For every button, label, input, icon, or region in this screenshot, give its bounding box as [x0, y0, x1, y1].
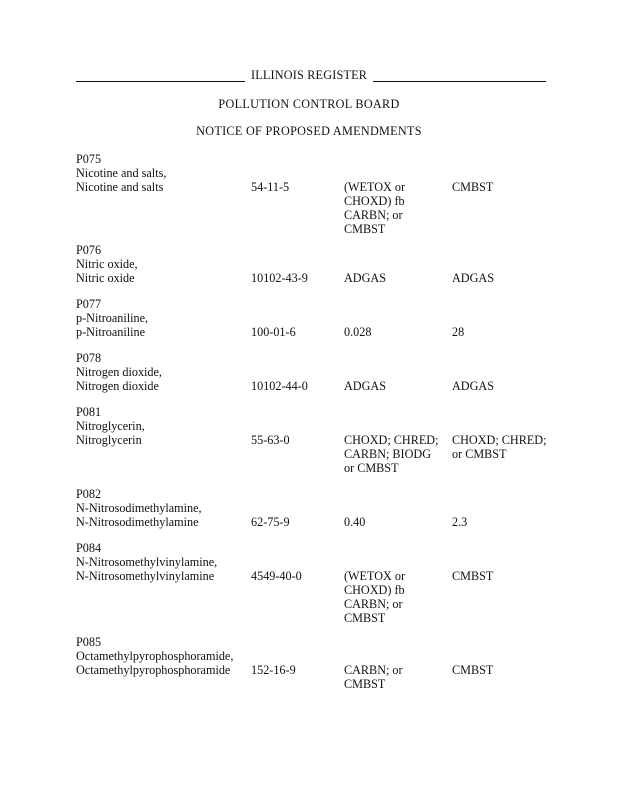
- wastewater-standard-line: CARBN; or: [344, 208, 403, 222]
- nonwastewater-standard-line: CMBST: [452, 569, 494, 583]
- waste-group-name: Nitrogen dioxide,: [76, 365, 162, 379]
- nonwastewater-standard: [452, 325, 562, 339]
- wastewater-standard-line: CMBST: [344, 677, 386, 691]
- waste-entry: [76, 243, 556, 285]
- wastewater-standard-line: (WETOX or: [344, 180, 406, 194]
- cas-number: 10102-44-0: [251, 379, 308, 393]
- cas-number: 100-01-6: [251, 325, 296, 339]
- wastewater-standard-line: (WETOX or: [344, 569, 406, 583]
- waste-code: P077: [76, 297, 102, 311]
- wastewater-standard: [344, 379, 444, 393]
- waste-code: P075: [76, 152, 102, 166]
- wastewater-standard-line: ADGAS: [344, 271, 386, 285]
- nonwastewater-standard-line: CMBST: [452, 663, 494, 677]
- register-title: ILLINOIS REGISTER: [245, 68, 373, 82]
- constituent-name: N-Nitrosomethylvinylamine: [76, 569, 215, 583]
- waste-group-name: Nicotine and salts,: [76, 166, 167, 180]
- constituent-name: N-Nitrosodimethylamine: [76, 515, 199, 529]
- wastewater-standard: [344, 569, 444, 625]
- nonwastewater-standard-line: 2.3: [452, 515, 468, 529]
- wastewater-standard-line: CHOXD) fb: [344, 583, 405, 597]
- waste-code: P078: [76, 351, 102, 365]
- notice-title: NOTICE OF PROPOSED AMENDMENTS: [196, 124, 422, 138]
- nonwastewater-standard: [452, 271, 562, 285]
- waste-entry: [76, 297, 556, 339]
- constituent-name: Nitric oxide: [76, 271, 135, 285]
- nonwastewater-standard-line: CHOXD; CHRED;: [452, 433, 547, 447]
- nonwastewater-standard: [452, 515, 562, 529]
- cas-number: 62-75-9: [251, 515, 290, 529]
- cas-number: 152-16-9: [251, 663, 296, 677]
- wastewater-standard: [344, 325, 444, 339]
- nonwastewater-standard-line: ADGAS: [452, 271, 494, 285]
- cas-number: 10102-43-9: [251, 271, 308, 285]
- wastewater-standard-line: CMBST: [344, 222, 386, 236]
- nonwastewater-standard-line: ADGAS: [452, 379, 494, 393]
- register-header: [0, 68, 618, 82]
- cas-number: 55-63-0: [251, 433, 290, 447]
- waste-entry: [76, 635, 556, 691]
- wastewater-standard-line: CHOXD) fb: [344, 194, 405, 208]
- nonwastewater-standard: [452, 379, 562, 393]
- waste-group-name: p-Nitroaniline,: [76, 311, 149, 325]
- nonwastewater-standard-line: 28: [452, 325, 465, 339]
- waste-entry: [76, 541, 556, 625]
- wastewater-standard: [344, 180, 444, 236]
- waste-entry: [76, 152, 556, 236]
- waste-group-name: N-Nitrosomethylvinylamine,: [76, 555, 218, 569]
- constituent-name: Nitroglycerin: [76, 433, 142, 447]
- waste-code: P082: [76, 487, 102, 501]
- cas-number: 54-11-5: [251, 180, 290, 194]
- waste-group-name: Nitric oxide,: [76, 257, 138, 271]
- waste-code: P081: [76, 405, 102, 419]
- constituent-name: Nitrogen dioxide: [76, 379, 159, 393]
- wastewater-standard: [344, 271, 444, 285]
- nonwastewater-standard: [452, 663, 562, 677]
- waste-group-name: N-Nitrosodimethylamine,: [76, 501, 202, 515]
- waste-entry: [76, 487, 556, 529]
- wastewater-standard: [344, 663, 444, 691]
- wastewater-standard-line: CARBN; or: [344, 597, 403, 611]
- wastewater-standard: [344, 433, 444, 475]
- waste-group-name: Nitroglycerin,: [76, 419, 145, 433]
- wastewater-standard-line: 0.028: [344, 325, 372, 339]
- wastewater-standard-line: or CMBST: [344, 461, 399, 475]
- nonwastewater-standard-line: or CMBST: [452, 447, 507, 461]
- board-title: POLLUTION CONTROL BOARD: [218, 97, 400, 111]
- wastewater-standard: [344, 515, 444, 529]
- nonwastewater-standard: [452, 569, 562, 583]
- wastewater-standard-line: 0.40: [344, 515, 366, 529]
- cas-number: 4549-40-0: [251, 569, 302, 583]
- nonwastewater-standard: [452, 433, 562, 461]
- constituent-name: Octamethylpyrophosphoramide: [76, 663, 231, 677]
- wastewater-standard-line: CHOXD; CHRED;: [344, 433, 439, 447]
- wastewater-standard-line: CARBN; BIODG: [344, 447, 432, 461]
- wastewater-standard-line: ADGAS: [344, 379, 386, 393]
- waste-group-name: Octamethylpyrophosphoramide,: [76, 649, 234, 663]
- waste-entry: [76, 405, 556, 475]
- constituent-name: Nicotine and salts: [76, 180, 164, 194]
- waste-entry: [76, 351, 556, 393]
- wastewater-standard-line: CMBST: [344, 611, 386, 625]
- waste-code: P084: [76, 541, 102, 555]
- wastewater-standard-line: CARBN; or: [344, 663, 403, 677]
- constituent-name: p-Nitroaniline: [76, 325, 146, 339]
- waste-code: P076: [76, 243, 102, 257]
- nonwastewater-standard-line: CMBST: [452, 180, 494, 194]
- nonwastewater-standard: [452, 180, 562, 194]
- waste-code: P085: [76, 635, 102, 649]
